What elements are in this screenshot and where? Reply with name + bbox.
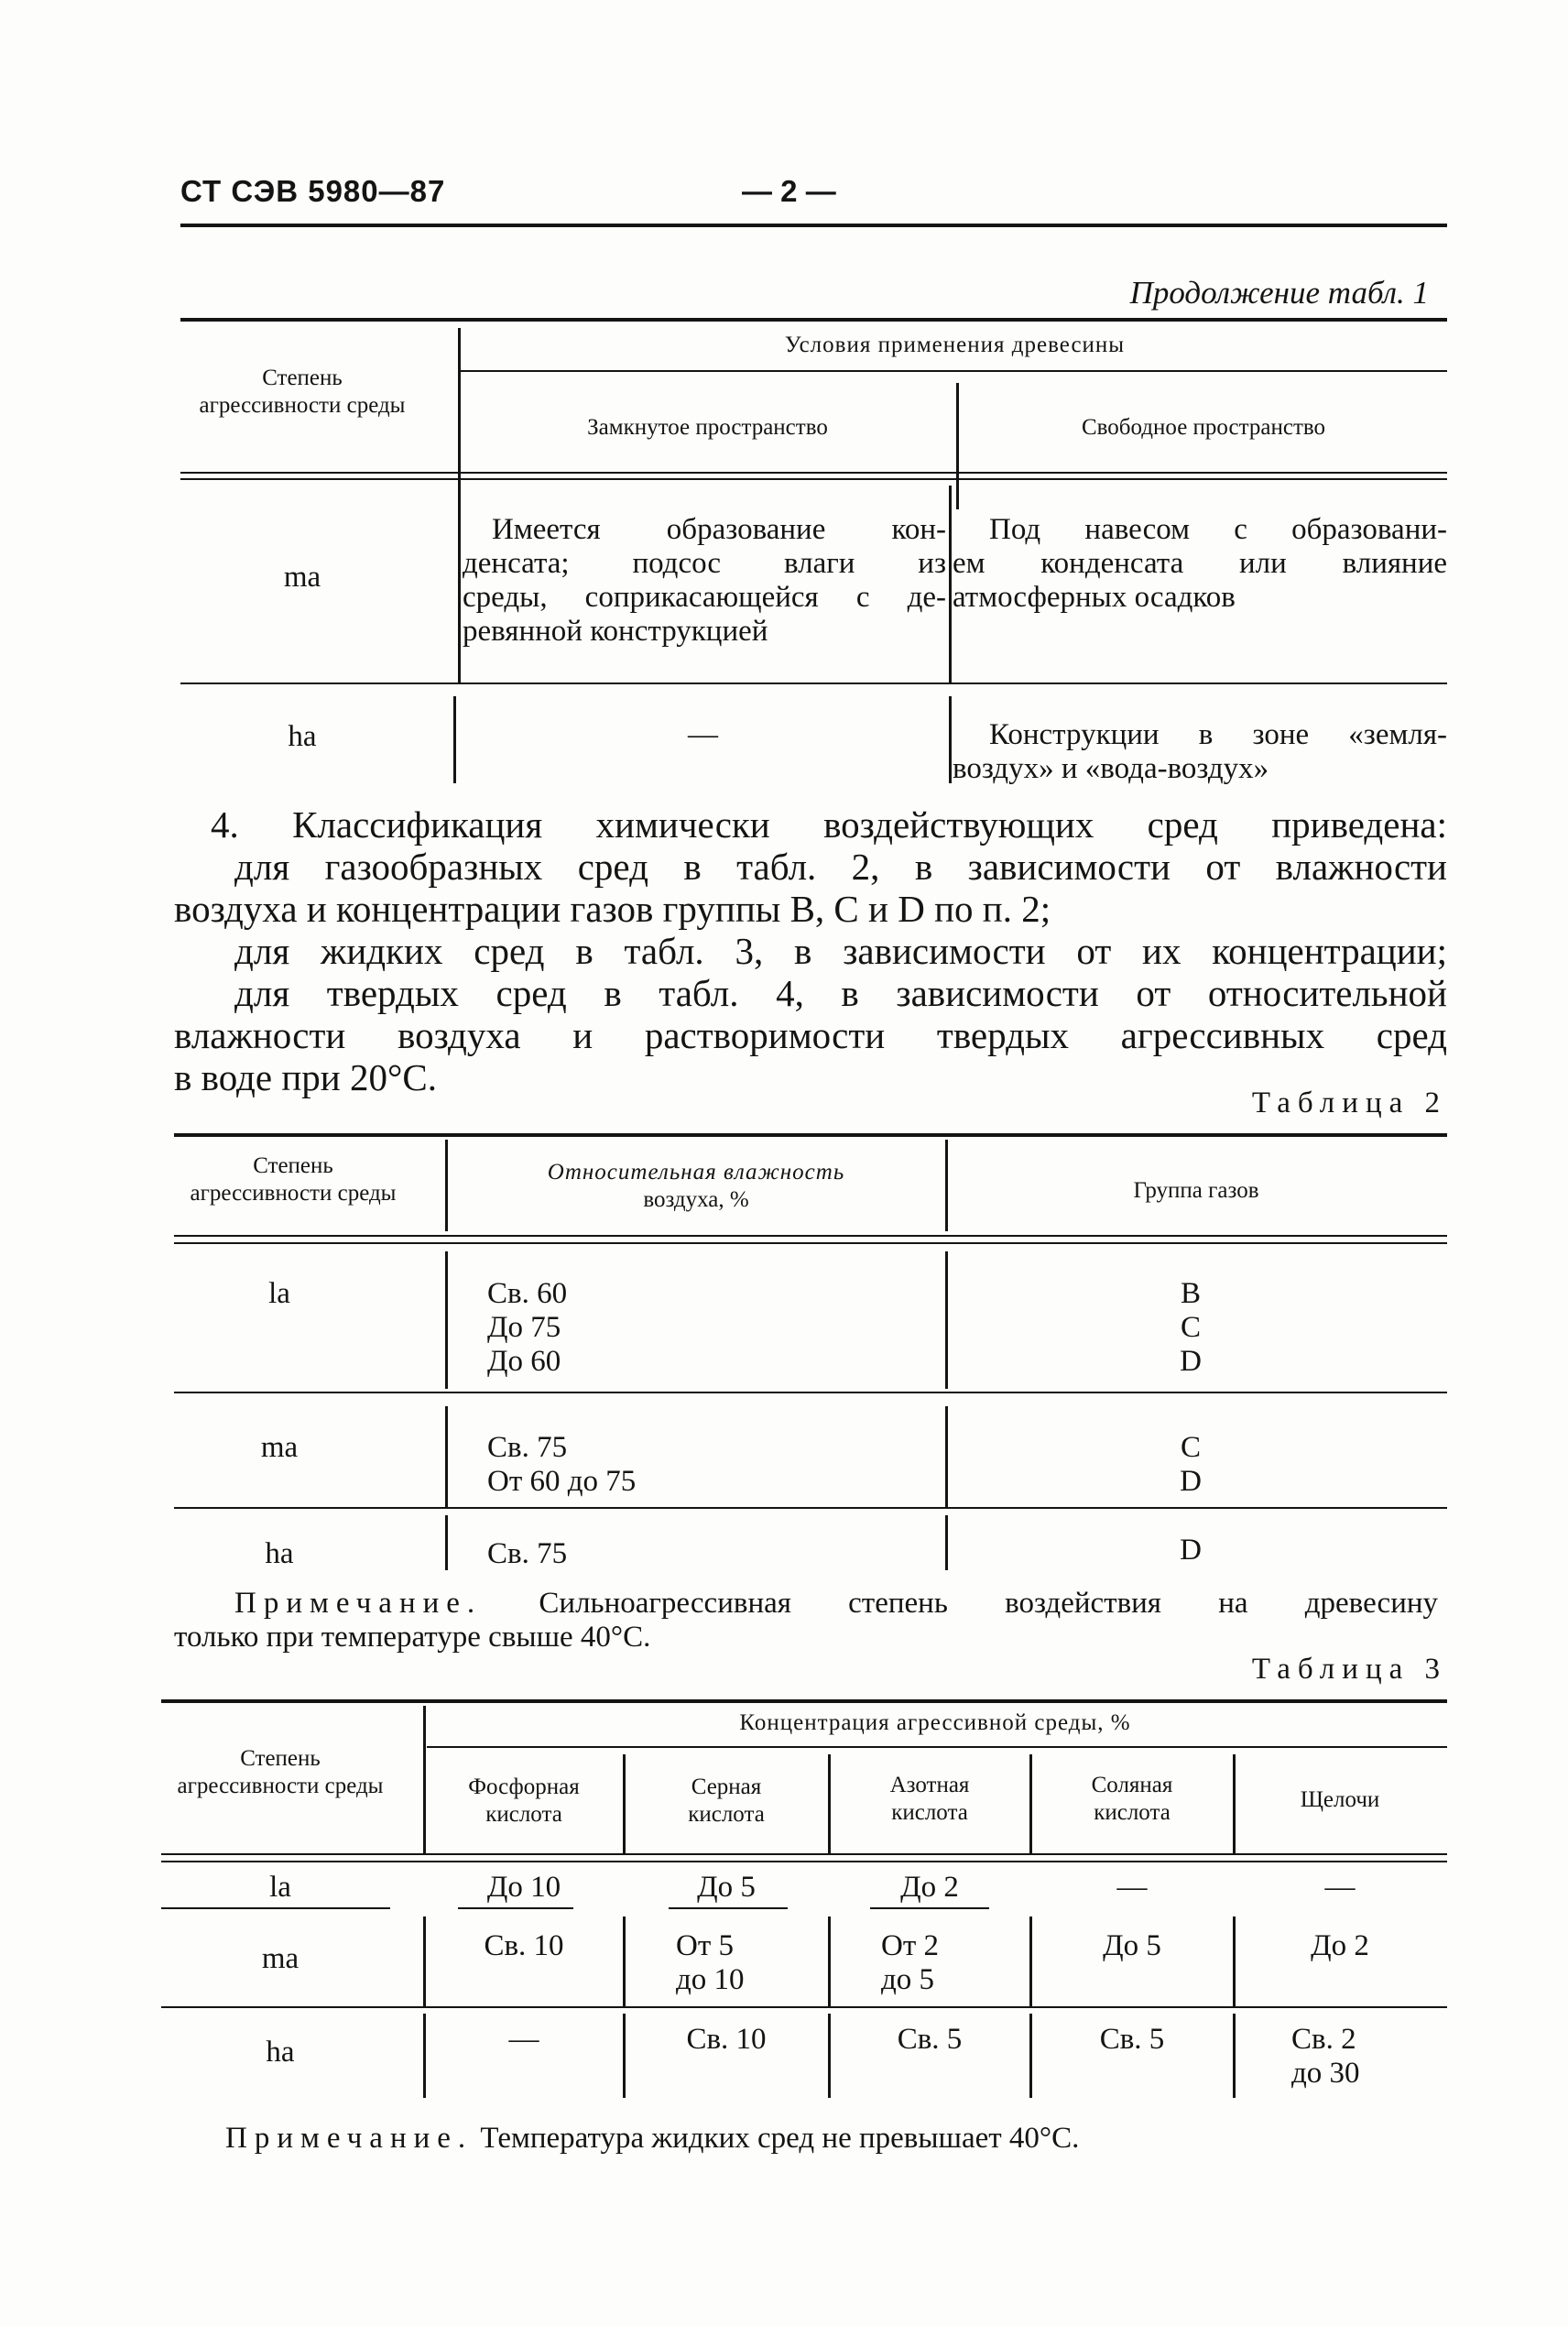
t2-row-rule-1 <box>174 1392 1447 1393</box>
t2-row2-humidity-line: От 60 до 75 <box>487 1465 637 1498</box>
t3-note-label: Примечание. <box>225 2122 474 2155</box>
t2-row1-humidity-line: До 75 <box>487 1311 561 1344</box>
t3-row1-degree: la <box>269 1871 291 1904</box>
t2-row1-degree: la <box>268 1277 290 1310</box>
t3-row3-phosphoric: — <box>508 2023 539 2056</box>
t3-col-nitric <box>832 1772 1028 1827</box>
page-number: — 2 — <box>742 174 836 208</box>
t1-row1-closed-line: Имеется образование кон- <box>492 513 946 546</box>
t3-row-rule-1c <box>669 1907 788 1909</box>
t2-note-label: Примечание. <box>234 1587 483 1620</box>
t2-col-group: Группа газов <box>1133 1178 1259 1203</box>
t2-row3-humidity-line: Св. 75 <box>487 1537 568 1570</box>
section4-line: воздуха и концентрации газов группы В, С и D по п. 2; <box>174 888 1051 930</box>
t3-row-rule-1b <box>458 1907 573 1909</box>
t3-vline-1 <box>423 1706 426 1854</box>
t2-col-degree: Степень агрессивности среды <box>190 1153 397 1206</box>
t2-row2-degree: ma <box>260 1431 299 1464</box>
t2-row1-humidity-line: До 60 <box>487 1345 561 1378</box>
t3-vline-4 <box>1029 1754 1032 1854</box>
t1-vline-2 <box>956 383 959 509</box>
t1-row2-open-line: воздух» и «вода-воздух» <box>953 752 1269 785</box>
t3-row1-hydrochloric: — <box>1116 1871 1148 1904</box>
t3-col-nitric-line: кислота <box>891 1800 968 1825</box>
t3-row3-alkali-line: Св. 2 <box>1291 2023 1356 2056</box>
table1-continuation: Продолжение табл. 1 <box>1129 275 1429 311</box>
section4-line: для твердых сред в табл. 4, в зависимости от относительной <box>234 972 1447 1014</box>
t1-row1-open-line: ем конденсата или влияние <box>953 547 1447 580</box>
t2-col-humidity-line: Относительная влажность <box>547 1160 845 1185</box>
t3-row-rule-2 <box>161 2006 1447 2008</box>
t2-vline-4 <box>945 1251 948 1389</box>
t1-col-degree: Степень агрессивности среды <box>199 366 406 418</box>
t1-row1-open <box>953 513 1447 615</box>
t1-col-open: Свободное пространство <box>1081 415 1325 440</box>
t3-col-sulfuric <box>626 1774 826 1829</box>
t3-row-rule-1d <box>870 1907 989 1909</box>
t2-vline-2 <box>945 1140 948 1231</box>
t3-vline-6 <box>423 1916 426 2008</box>
t1-row2-closed: — <box>688 718 718 751</box>
t2-col-humidity <box>449 1159 943 1214</box>
t1-row1-closed-line: ревянной конструкцией <box>463 615 768 648</box>
t2-row1-humidity-line: Св. 60 <box>487 1277 568 1310</box>
t3-vline-10 <box>1233 1916 1236 2008</box>
t2-row2-humidity-line: Св. 75 <box>487 1431 568 1464</box>
t3-col-degree: Степень агрессивности среды <box>177 1746 384 1798</box>
t1-row-rule <box>180 683 1447 684</box>
t2-row-rule-2 <box>174 1507 1447 1509</box>
t3-top-rule <box>161 1699 1447 1703</box>
t3-row3-degree: ha <box>266 2036 295 2069</box>
t1-top-rule <box>180 318 1447 322</box>
t1-col-closed: Замкнутое пространство <box>587 415 828 440</box>
t3-note-text: Температура жидких сред не превышает 40°С. <box>480 2122 1080 2155</box>
t2-row3-group: D <box>1180 1534 1202 1567</box>
t3-row-rule-1a <box>161 1907 390 1909</box>
t2-header-rule-a <box>174 1235 1447 1237</box>
t1-row1-closed-line: среды, соприкасающейся с де- <box>463 581 946 614</box>
t3-row3-alkali <box>1291 2023 1360 2091</box>
t3-vline-3 <box>828 1754 831 1854</box>
t3-row1-alkali: — <box>1324 1871 1356 1904</box>
table2-title: Таблица 2 <box>1251 1087 1447 1119</box>
t2-row2-group: D <box>1180 1465 1202 1498</box>
t2-row2-humidity <box>487 1431 636 1499</box>
t3-row1-sulfuric: До 5 <box>697 1871 756 1904</box>
t3-col-phosphoric-line: кислота <box>485 1802 562 1827</box>
t1-col-conditions: Условия применения древесины <box>784 333 1126 357</box>
t3-col-hydrochloric-line: Соляная <box>1091 1773 1173 1797</box>
t3-row2-sulfuric-line: до 10 <box>676 1963 745 1996</box>
t3-col-phosphoric-line: Фосфорная <box>468 1775 580 1799</box>
t1-vline-3 <box>458 486 461 683</box>
t2-row1-group: C <box>1180 1311 1201 1344</box>
t3-row1-phosphoric: До 10 <box>486 1871 561 1904</box>
t2-row3-humidity <box>487 1537 567 1571</box>
t3-col-alkali <box>1236 1786 1443 1814</box>
t3-row2-sulfuric-line: От 5 <box>676 1929 735 1962</box>
section4-line: 4. Классификация химически воздействующих сред приведена: <box>211 803 1447 846</box>
t1-row2-open-line: Конструкции в зоне «земля- <box>989 718 1447 751</box>
t3-row2-hydrochloric: До 5 <box>1103 1929 1161 1962</box>
t1-row1-degree: ma <box>283 561 321 594</box>
t1-vline-6 <box>949 696 952 783</box>
t2-row1-group: B <box>1180 1277 1201 1310</box>
t1-vline-1 <box>458 328 461 509</box>
section4-line: в воде при 20°С. <box>174 1056 437 1098</box>
t2-row1-group: D <box>1180 1345 1202 1378</box>
t2-vline-1 <box>445 1140 448 1231</box>
t2-vline-6 <box>945 1406 948 1509</box>
t3-vline-14 <box>1029 2014 1032 2098</box>
t3-row2-nitric <box>881 1929 939 1997</box>
t2-row1-groups <box>1099 1277 1282 1379</box>
t2-col-humidity-line: воздуха, % <box>643 1187 749 1212</box>
t2-row3-degree: ha <box>265 1537 294 1570</box>
t2-row3-groups <box>1099 1534 1282 1567</box>
t1-row1-closed <box>463 513 946 649</box>
t3-col-sulfuric-line: кислота <box>688 1802 765 1827</box>
t3-row3-hydrochloric: Св. 5 <box>1099 2023 1165 2056</box>
t3-row1-nitric: До 2 <box>900 1871 959 1904</box>
t3-vline-7 <box>623 1916 626 2008</box>
t3-col-nitric-line: Азотная <box>889 1773 970 1797</box>
t3-vline-8 <box>828 1916 831 2008</box>
t3-row2-sulfuric <box>676 1929 745 1997</box>
t1-row2-open <box>953 718 1447 786</box>
t3-col-sulfuric-line: Серная <box>691 1775 762 1799</box>
t3-col-hydrochloric <box>1033 1772 1231 1827</box>
t3-sub-rule <box>427 1746 1447 1748</box>
t2-note <box>174 1587 1438 1654</box>
t2-row2-groups <box>1099 1431 1282 1499</box>
t2-vline-8 <box>945 1515 948 1570</box>
t1-sub-rule <box>461 370 1447 372</box>
section4-text <box>174 803 1447 1098</box>
t2-row1-humidity <box>487 1277 567 1379</box>
t3-row3-sulfuric: Св. 10 <box>686 2023 767 2056</box>
t3-col-phosphoric <box>427 1774 621 1829</box>
t1-row1-open-line: атмосферных осадков <box>953 581 1236 614</box>
t1-row1-closed-line: денсата; подсос влаги из <box>463 547 946 580</box>
header-rule <box>180 224 1447 227</box>
t3-vline-2 <box>623 1754 626 1854</box>
t3-row2-degree: ma <box>261 1942 299 1975</box>
t3-row2-nitric-line: до 5 <box>881 1963 935 1996</box>
t2-top-rule <box>174 1133 1447 1137</box>
t3-row2-phosphoric: Св. 10 <box>484 1929 564 1962</box>
t3-row2-nitric-line: От 2 <box>881 1929 940 1962</box>
t3-header-rule-b <box>161 1861 1447 1862</box>
t2-header-rule-b <box>174 1242 1447 1244</box>
t1-vline-4 <box>949 486 952 683</box>
t1-row2-degree: ha <box>288 720 317 753</box>
t2-vline-5 <box>445 1406 448 1509</box>
t3-vline-13 <box>828 2014 831 2098</box>
t3-col-alkali-line: Щелочи <box>1300 1787 1380 1812</box>
t3-header-rule-a <box>161 1853 1447 1855</box>
t3-row3-nitric: Св. 5 <box>897 2023 963 2056</box>
t2-note-line <box>174 1587 1438 1621</box>
t2-row2-group: C <box>1180 1431 1201 1464</box>
t3-note <box>225 2122 1079 2156</box>
t3-vline-15 <box>1233 2014 1236 2098</box>
section4-line: для газообразных сред в табл. 2, в зависимости от влажности <box>234 846 1447 888</box>
t2-note-text: Сильноагрессивная степень воздействия на древесину <box>539 1587 1439 1620</box>
t1-vline-5 <box>453 696 456 783</box>
t3-row3-alkali-line: до 30 <box>1291 2057 1360 2090</box>
t1-row1-open-line: Под навесом с образовани- <box>989 513 1447 546</box>
table3-title: Таблица 3 <box>1251 1653 1447 1686</box>
t3-col-concentration: Концентрация агрессивной среды, % <box>739 1710 1131 1735</box>
doc-id: СТ СЭВ 5980—87 <box>180 174 446 208</box>
section4-line: влажности воздуха и растворимости твердых агрессивных сред <box>174 1014 1447 1056</box>
t3-vline-12 <box>623 2014 626 2098</box>
t1-header-rule-a <box>180 472 1447 474</box>
t3-row2-alkali: До 2 <box>1311 1929 1369 1962</box>
t2-vline-7 <box>445 1515 448 1570</box>
section4-line: для жидких сред в табл. 3, в зависимости от их концентрации; <box>234 930 1447 972</box>
t3-col-hydrochloric-line: кислота <box>1094 1800 1171 1825</box>
t3-vline-11 <box>423 2014 426 2098</box>
t2-note-line: только при температуре свыше 40°С. <box>174 1621 651 1654</box>
t3-vline-5 <box>1233 1754 1236 1854</box>
t3-vline-9 <box>1029 1916 1032 2008</box>
t1-header-rule-b <box>180 478 1447 480</box>
t2-vline-3 <box>445 1251 448 1389</box>
